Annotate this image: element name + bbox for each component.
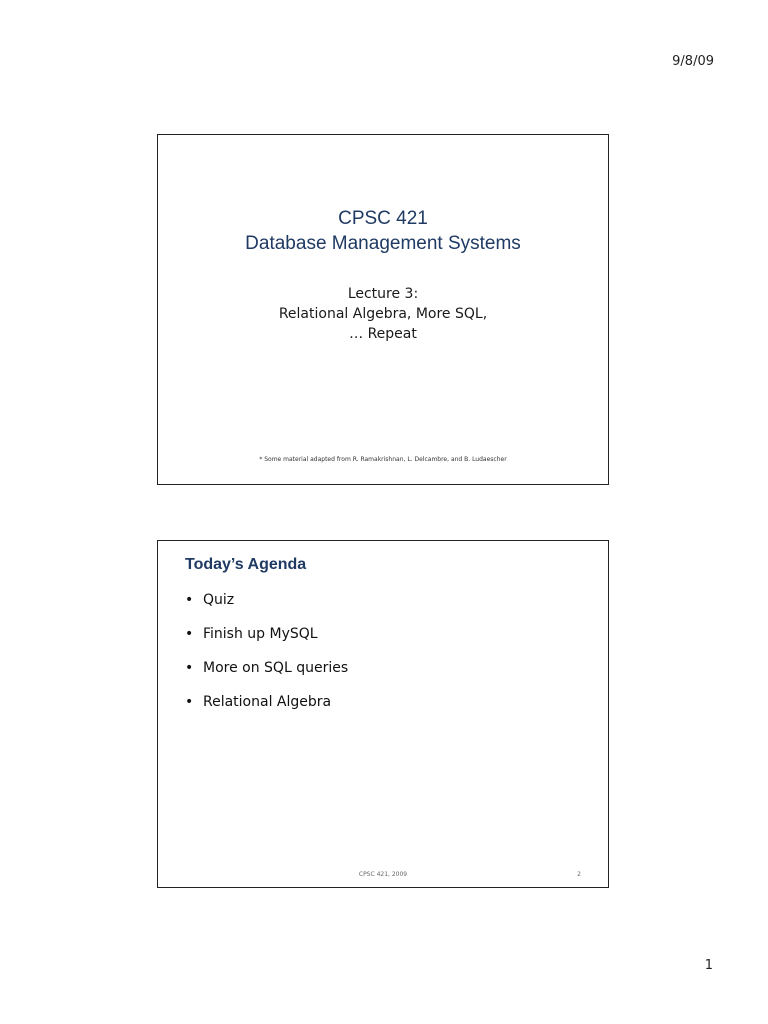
agenda-item-label: Quiz xyxy=(203,592,235,608)
bullet-icon: • xyxy=(185,694,194,710)
bullet-icon: • xyxy=(185,660,194,676)
lecture-topic-line1: Relational Algebra, More SQL, xyxy=(278,306,488,322)
slide-agenda xyxy=(157,540,609,888)
course-name: Database Management Systems xyxy=(245,233,521,254)
slide-number: 2 xyxy=(577,871,581,878)
course-title xyxy=(158,206,608,256)
agenda-item-label: Finish up MySQL xyxy=(203,626,318,642)
course-code: CPSC 421 xyxy=(338,208,428,229)
lecture-subtitle xyxy=(158,284,608,344)
lecture-number: Lecture 3: xyxy=(347,286,419,302)
credit-footnote: * Some material adapted from R. Ramakrishnan, L. Delcambre, and B. Ludaescher xyxy=(259,456,507,463)
bullet-icon: • xyxy=(185,592,194,608)
lecture-topic-line2: … Repeat xyxy=(349,326,417,342)
page-number: 1 xyxy=(704,958,713,973)
agenda-item-label: Relational Algebra xyxy=(203,694,332,710)
page-date: 9/8/09 xyxy=(672,54,714,69)
list-item xyxy=(185,625,348,643)
list-item xyxy=(185,591,348,609)
agenda-list xyxy=(185,591,348,727)
list-item xyxy=(185,659,348,677)
agenda-item-label: More on SQL queries xyxy=(203,660,349,676)
slide-footer: CPSC 421, 2009 xyxy=(358,871,408,878)
list-item xyxy=(185,693,348,711)
slide-title xyxy=(157,134,609,485)
slide-heading: Today’s Agenda xyxy=(185,556,307,573)
bullet-icon: • xyxy=(185,626,194,642)
